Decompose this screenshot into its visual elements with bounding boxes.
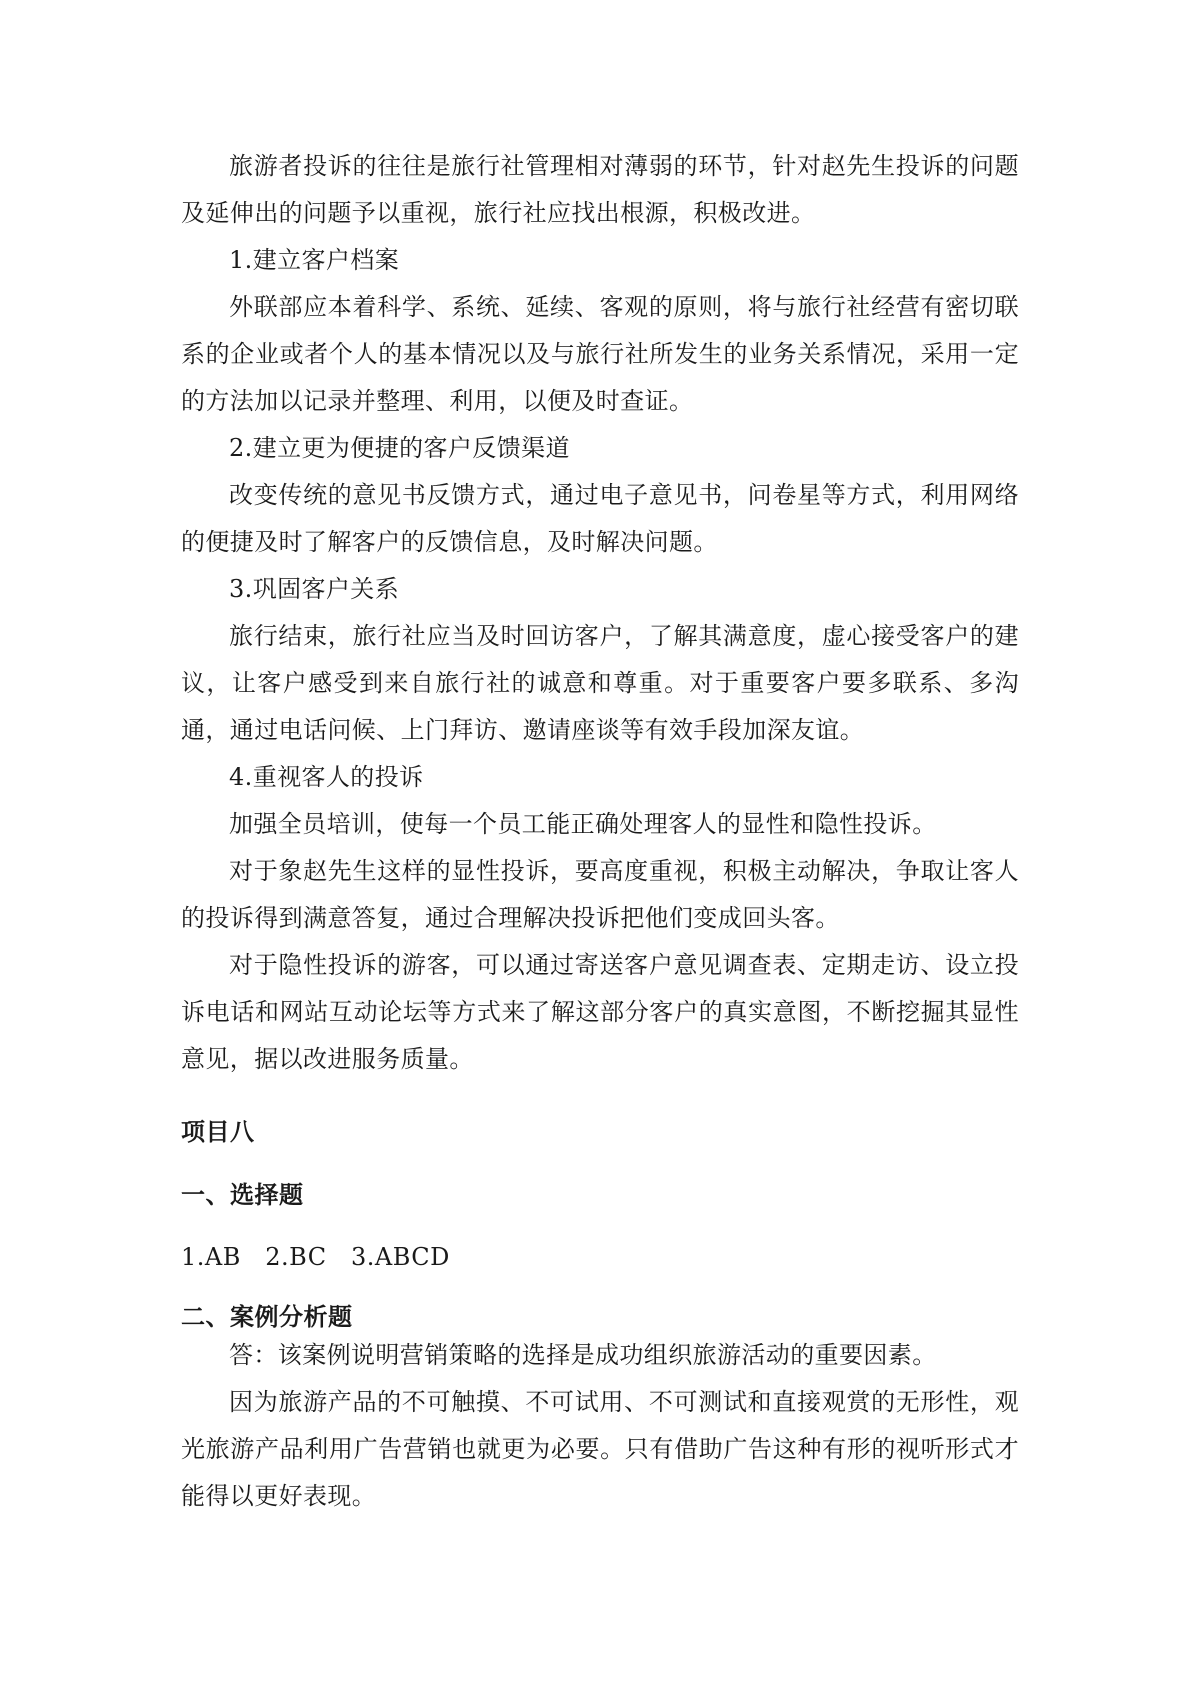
- page-content: [181, 143, 1019, 1520]
- measure-title-3: 3.巩固客户关系: [229, 575, 400, 603]
- intro-paragraph: 旅游者投诉的往往是旅行社管理相对薄弱的环节，针对赵先生投诉的问题及延伸出的问题予以重视，旅行社应找出根源，积极改进。: [181, 152, 1019, 227]
- case-paragraph: 答：该案例说明营销策略的选择是成功组织旅游活动的重要因素。: [229, 1341, 937, 1369]
- measure-body-2: 改变传统的意见书反馈方式，通过电子意见书，问卷星等方式，利用网络的便捷及时了解客户的反馈信息，及时解决问题。: [181, 481, 1019, 556]
- choice-answers: 1.AB 2.BC 3.ABCD: [181, 1243, 450, 1271]
- measure-body-4: 加强全员培训，使每一个员工能正确处理客人的显性和隐性投诉。: [229, 810, 937, 838]
- measure-title-1: 1.建立客户档案: [229, 246, 400, 274]
- section-heading-choice: 一、选择题: [181, 1181, 304, 1209]
- project-heading: 项目八: [181, 1118, 255, 1146]
- measure-body-1: 外联部应本着科学、系统、延续、客观的原则，将与旅行社经营有密切联系的企业或者个人的基本情况以及与旅行社所发生的业务关系情况，采用一定的方法加以记录并整理、利用，以便及时查证。: [181, 293, 1019, 415]
- measure-extra-paragraph: 对于象赵先生这样的显性投诉，要高度重视，积极主动解决，争取让客人的投诉得到满意答复，通过合理解决投诉把他们变成回头客。: [181, 857, 1019, 932]
- case-paragraph: 因为旅游产品的不可触摸、不可试用、不可测试和直接观赏的无形性，观光旅游产品利用广告营销也就更为必要。只有借助广告这种有形的视听形式才能得以更好表现。: [181, 1388, 1019, 1510]
- measure-extra-paragraph: 对于隐性投诉的游客，可以通过寄送客户意见调查表、定期走访、设立投诉电话和网站互动论坛等方式来了解这部分客户的真实意图，不断挖掘其显性意见，据以改进服务质量。: [181, 951, 1019, 1073]
- measure-title-4: 4.重视客人的投诉: [229, 763, 424, 791]
- section-heading-case: 二、案例分析题: [181, 1303, 353, 1331]
- case-analysis: [181, 1332, 1019, 1520]
- measure-title-2: 2.建立更为便捷的客户反馈渠道: [229, 434, 570, 462]
- measure-body-3: 旅行结束，旅行社应当及时回访客户，了解其满意度，虚心接受客户的建议，让客户感受到来自旅行社的诚意和尊重。对于重要客户要多联系、多沟通，通过电话问候、上门拜访、邀请座谈等有效手段加深友谊。: [181, 622, 1019, 744]
